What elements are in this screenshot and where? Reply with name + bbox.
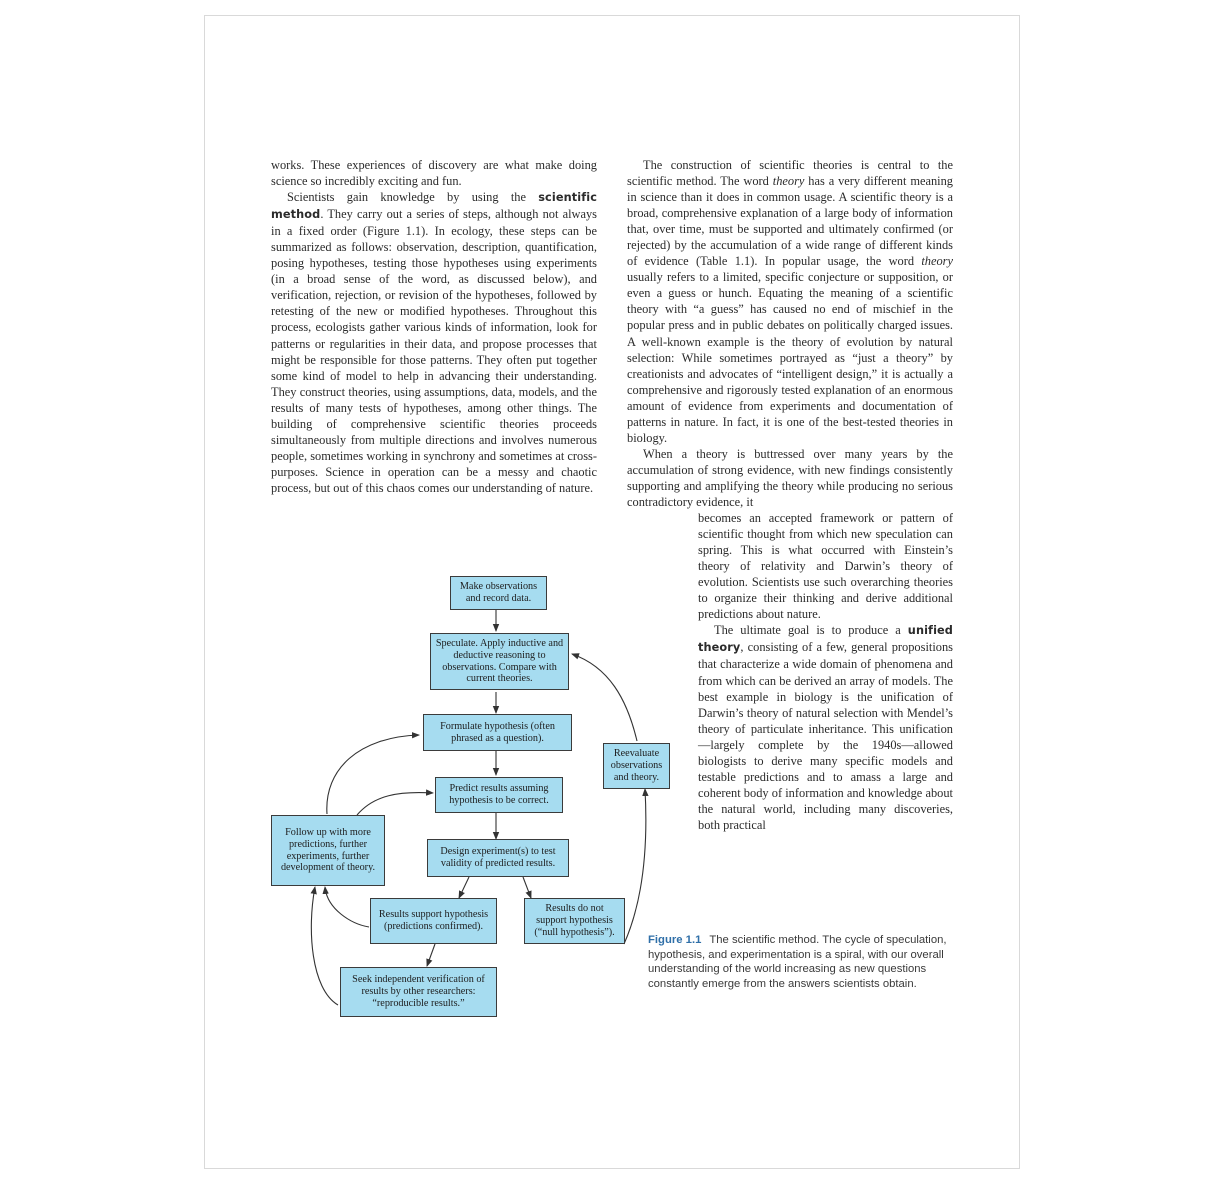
arrow-design-to-support [459,877,469,898]
caption-text: The scientific method. The cycle of speculation, hypothesis, and experimentation is a spiral, with our overall understanding of the world increasing as new questions constantly emerge from the answers scientists obtain. [648,934,947,990]
emphasis-theory: theory [921,254,953,269]
arrow-support-to-follow [325,887,369,927]
term-unified-theory: unified theory [698,624,953,655]
box-predict-results: Predict results assuming hypothesis to be correct. [435,777,563,813]
paragraph-text: , consisting of a few, general propositions that characterize a wide domain of phenomena and from which can be derived an array of models. The best example in biology is the unification of Darwin’s theory of natural selection with Mendel’s theory of particulate inheritance. This unification—largely complete by the 1940s—allowed biologists to derive many specific models and testable predictions and to amass a large and coherent body of information and knowledge about the natural world, including many discoveries, both practical [698,640,953,832]
figure-caption [648,933,958,991]
paragraph: becomes an accepted framework or pattern of scientific thought from which new speculation can spring. This is what occurred with Einstein’s theory of relativity and Darwin’s theory of evolution. Scientists use such overarching theories to organize their thinking and derive additional predictions about nature. [698,511,953,622]
paragraph [627,157,953,446]
scientific-method-flowchart [269,559,669,1021]
box-formulate-hypothesis: Formulate hypothesis (often phrased as a question). [423,714,572,751]
box-results-support: Results support hypothesis (predictions confirmed). [370,898,497,944]
box-results-do-not-support: Results do not support hypothesis (“null hypothesis”). [524,898,625,944]
paragraph-text: Scientists gain knowledge by using the [287,190,539,205]
document-page [204,15,1020,1169]
left-text-column [271,157,597,496]
paragraph-text: The construction of scientific theories is central to the scientific method. The word [627,158,953,189]
wrapped-text-block [698,510,953,833]
paragraph-text: has a very different meaning in science than it does in common usage. A scientific theory is a broad, comprehensive explanation of a large body of information that, over time, must be supported and ultimately confirmed (or rejected) by the accumulation of a wide range of different kinds of evidence (Table 1.1). In popular usage, the word [627,174,953,269]
figure-label: Figure 1.1 [648,934,702,946]
paragraph-text: The ultimate goal is to produce a [714,623,908,638]
paragraph-text: . They carry out a series of steps, although not always in a fixed order (Figure 1.1). In ecology, these steps can be summarized as follows: observation, description, quantification, posing hypotheses, testing those hypotheses using experiments (in a broad sense of the word, as discussed below), and verification, rejection, or revision of the hypotheses, followed by retesting of the new or modified hypotheses. Throughout this process, ecologists gather various kinds of information, look for patterns or regularities in their data, and propose processes that might be responsible for those patterns. They often put together some kind of model to help in advancing their understanding. They construct theories, using assumptions, data, models, and the results of many tests of hypotheses, among other things. The building of comprehensive scientific theories proceeds simultaneously from multiple directions and involves numerous people, sometimes working in synchrony and sometimes at cross-purposes. Science in operation can be a messy and chaotic process, but out of this chaos comes our understanding of nature. [271,207,597,495]
arrow-seek-to-follow [311,887,338,1005]
arrow-follow-to-predict [357,793,433,815]
paragraph-text: usually refers to a limited, specific conjecture or supposition, or even a guess or hunch. Equating the meaning of a scientific theory with “a guess” has caused no end of mischief in the popular press and in public debates on politically charged issues. A well-known example is the theory of evolution by natural selection: While sometimes portrayed as “just a theory” by creationists and advocates of “intelligent design,” it is actually a comprehensive and rigorously tested explanation of an enormous amount of evidence from experiments and documentation of patterns in nature. In fact, it is one of the best-tested theories in biology. [627,270,953,445]
paragraph [271,189,597,496]
emphasis-theory: theory [772,174,805,189]
box-make-observations: Make observations and record data. [450,576,547,610]
paragraph: works. These experiences of discovery are what make doing science so incredibly exciting and fun. [271,158,597,189]
paragraph: When a theory is buttressed over many years by the accumulation of strong evidence, with new findings consistently supporting and amplifying the theory while producing no serious contradictory evidence, it [627,446,953,509]
box-speculate: Speculate. Apply inductive and deductive reasoning to observations. Compare with current theories. [430,633,569,690]
arrow-support-to-seek [427,944,435,966]
arrow-design-to-not-support [523,877,531,898]
box-reevaluate: Reevaluate observations and theory. [603,743,670,789]
arrow-reevaluate-to-speculate [572,654,637,741]
term-scientific-method: scientific method [271,191,597,222]
paragraph [698,622,953,833]
box-follow-up: Follow up with more predictions, further experiments, further development of theory. [271,815,385,886]
right-text-column [627,157,953,833]
box-seek-verification: Seek independent verification of results by other researchers: “reproducible results.” [340,967,497,1017]
arrow-not-support-to-reevaluate [624,789,646,944]
box-design-experiment: Design experiment(s) to test validity of predicted results. [427,839,569,877]
